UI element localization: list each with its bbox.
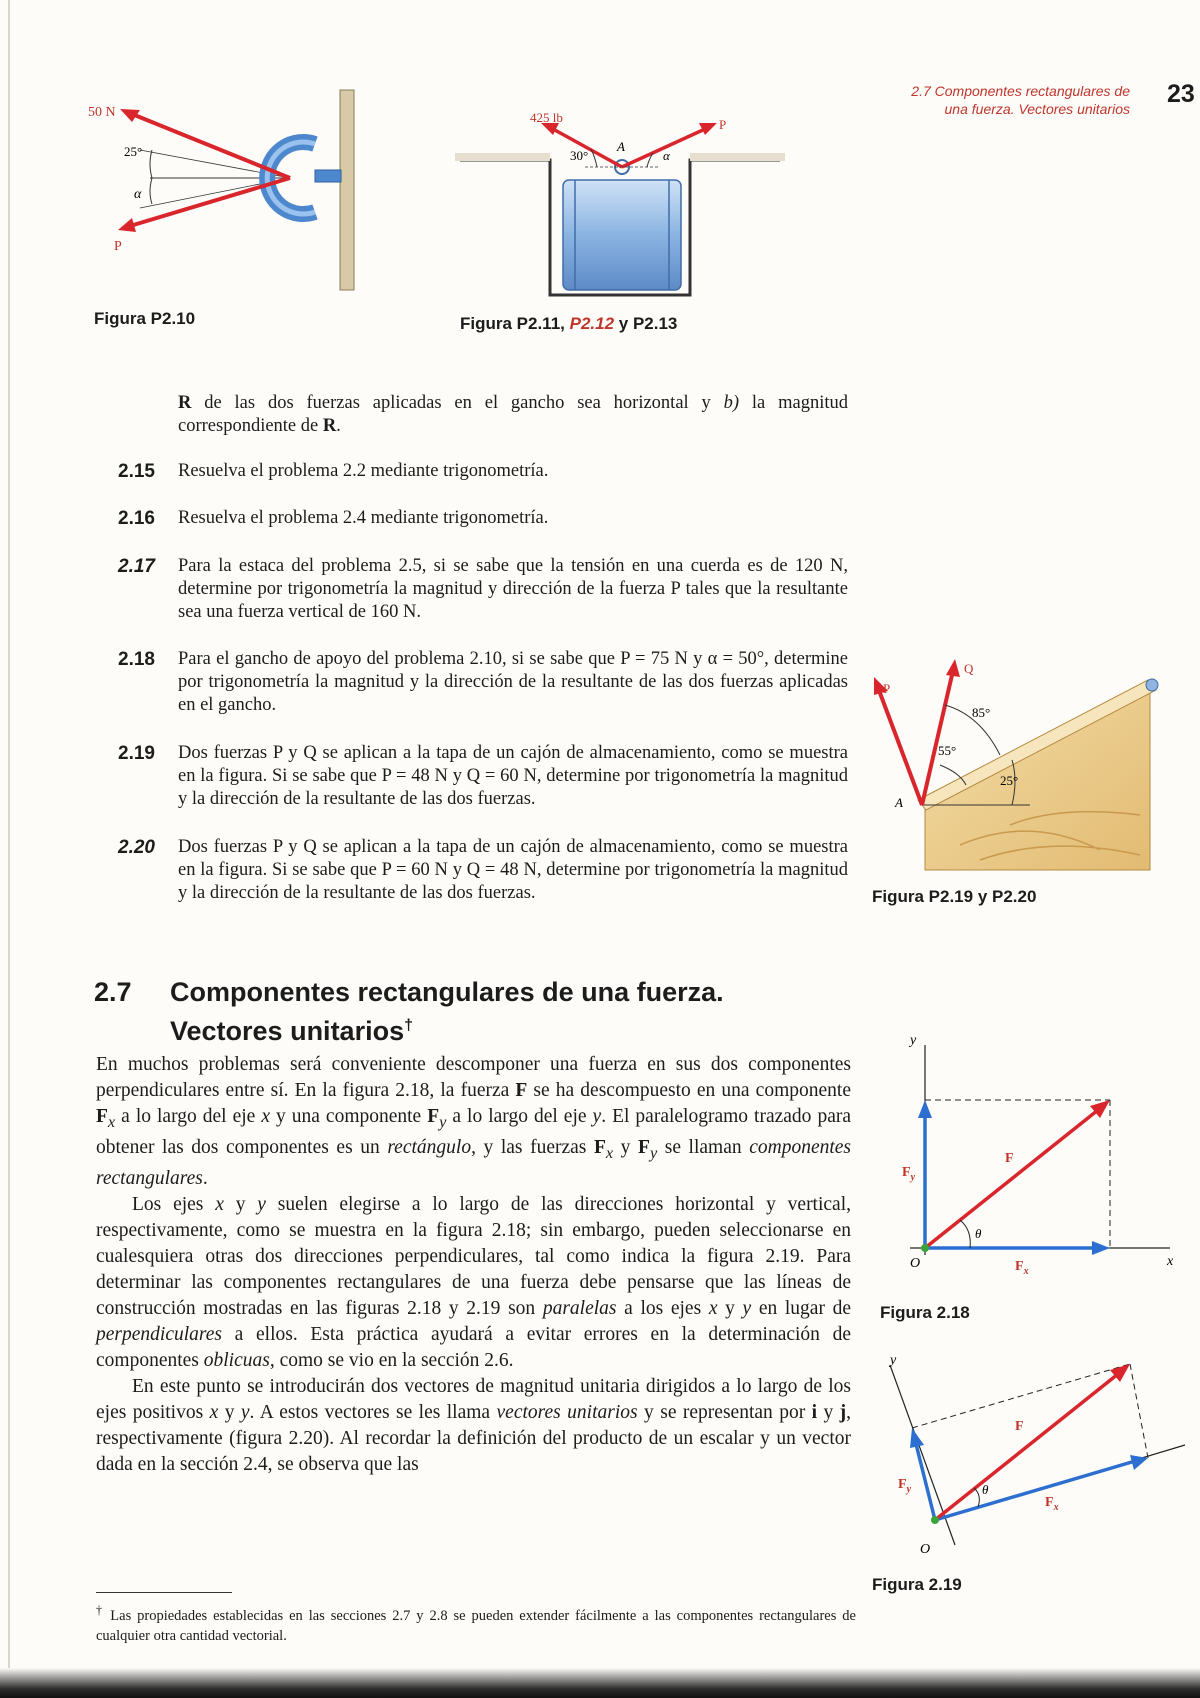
label-85: 85° xyxy=(972,705,991,720)
caption-p2-11-a: Figura P2.11, xyxy=(460,314,570,333)
p3-vector-j: j xyxy=(839,1401,847,1423)
force-p-arrow xyxy=(130,178,290,226)
caption-p2-11 xyxy=(460,314,677,334)
problem-2-19 xyxy=(118,742,848,811)
origin-point xyxy=(931,1516,939,1524)
construction-line-right xyxy=(1130,1364,1148,1458)
angle-arc-alpha xyxy=(150,178,152,204)
origin-point xyxy=(921,1244,929,1252)
force-50n-arrow xyxy=(132,114,290,178)
label-theta: θ xyxy=(982,1482,989,1497)
figure-p2-11 xyxy=(455,105,785,305)
figure-2-18 xyxy=(880,1030,1180,1277)
label-55: 55° xyxy=(938,743,957,758)
label-y: y xyxy=(890,1353,897,1368)
p1-axis-y: y xyxy=(592,1106,602,1127)
p3-text-b: y xyxy=(218,1401,241,1423)
problem-text: Resuelva el problema 2.4 mediante trigonometría. xyxy=(178,508,549,528)
scan-bottom-edge xyxy=(0,1668,1200,1698)
running-head xyxy=(790,82,1130,118)
p2-oblicuas: oblicuas xyxy=(203,1349,270,1371)
p1-sub-x: x xyxy=(107,1112,116,1131)
paragraph-1 xyxy=(96,1052,851,1192)
running-head-line1: 2.7 Componentes rectangulares de xyxy=(911,83,1130,99)
p2-axis-y2: y xyxy=(742,1297,752,1319)
p1-vector-fy2: F xyxy=(638,1136,650,1158)
p2-perpendiculares: perpendiculares xyxy=(96,1323,222,1345)
p2-text-g: a ellos. Esta práctica ayudará a evitar errores en la determinación de componentes xyxy=(96,1323,851,1371)
component-fy-arrowhead xyxy=(910,1428,924,1448)
p1-text-a: En muchos problemas será conveniente descomponer una fuerza en sus dos componentes perpendiculares entre sí. En la figura 2.18, la fuerza xyxy=(96,1054,851,1101)
problem-2-14-continuation xyxy=(178,392,848,438)
vector-r: R xyxy=(178,393,192,413)
problem-number: 2.19 xyxy=(118,743,155,764)
p1-vector-fy: F xyxy=(427,1106,440,1127)
label-425lb: 425 lb xyxy=(530,110,563,125)
label-p: P xyxy=(719,117,727,132)
caption-p2-10: Figura P2.10 xyxy=(94,309,196,328)
p1-text-i: se llaman xyxy=(657,1136,750,1158)
p1-text-e: a lo largo del eje xyxy=(446,1106,593,1127)
caption-2-19: Figura 2.19 xyxy=(872,1575,962,1594)
p1-sub-x2: x xyxy=(605,1143,614,1162)
label-x: x xyxy=(1167,1254,1174,1269)
vector-r-2: R xyxy=(322,416,337,436)
p1-sub-y: y xyxy=(439,1112,447,1131)
continuation-text-1: de las dos fuerzas aplicadas en el gancho sea horizontal y xyxy=(191,393,724,413)
p1-vector-f: F xyxy=(515,1080,528,1101)
hinge xyxy=(1146,679,1158,691)
label-f: F xyxy=(1005,1151,1014,1166)
label-f: F xyxy=(1015,1419,1024,1434)
label-fx-f: F xyxy=(1015,1259,1024,1274)
label-25: 25° xyxy=(124,144,143,159)
paragraph-2 xyxy=(96,1192,851,1374)
paragraph-3 xyxy=(96,1374,851,1478)
problem-2-20 xyxy=(118,836,848,905)
hook-shank xyxy=(315,170,341,182)
p3-axis-x: x xyxy=(209,1401,219,1423)
p1-text-j: . xyxy=(202,1167,208,1189)
p2-axis-x2: x xyxy=(708,1297,718,1319)
figure-2-19 xyxy=(880,1353,1190,1570)
p1-sub-y2: y xyxy=(649,1143,658,1162)
angle-arc-theta xyxy=(974,1488,979,1507)
p3-axis-y: y xyxy=(240,1401,250,1423)
caption-p2-13: y P2.13 xyxy=(614,314,678,333)
label-o: O xyxy=(910,1256,921,1271)
p2-text-a: Los ejes xyxy=(132,1193,216,1215)
problem-2-15 xyxy=(118,460,848,483)
p1-text-d: y una componente xyxy=(269,1106,428,1127)
problem-number: 2.16 xyxy=(118,508,155,529)
p3-vector-i: i xyxy=(811,1401,818,1423)
footnote-dagger: † xyxy=(96,1603,105,1617)
force-q-arrowhead xyxy=(946,659,960,677)
p3-text-d: y se representan por xyxy=(637,1401,812,1423)
footnote-mark: † xyxy=(404,1017,413,1034)
force-f-arrow xyxy=(925,1110,1098,1248)
ground-right xyxy=(690,153,785,161)
label-fy-f: F xyxy=(902,1165,911,1180)
p2-axis-x: x xyxy=(215,1193,224,1215)
force-f-arrow xyxy=(935,1374,1118,1520)
label-theta: θ xyxy=(975,1226,982,1241)
problem-2-18 xyxy=(118,648,848,717)
running-head-line2: una fuerza. Vectores unitarios xyxy=(944,101,1130,117)
label-fy xyxy=(902,1165,916,1183)
p1-axis-x: x xyxy=(261,1106,270,1127)
p2-text-f: en lugar de xyxy=(751,1297,851,1319)
figure-p2-10 xyxy=(90,90,410,290)
p2-text-h: , como se vio en la sección 2.6. xyxy=(269,1349,514,1371)
p2-axis-y: y xyxy=(257,1193,266,1215)
force-p-arrowhead xyxy=(118,218,136,232)
label-30: 30° xyxy=(570,148,589,163)
label-alpha: α xyxy=(134,187,142,202)
p1-text-h: y xyxy=(613,1136,639,1158)
problem-number: 2.17 xyxy=(118,556,155,577)
problem-text: Dos fuerzas P y Q se aplican a la tapa de un cajón de almacenamiento, como se muestra en la figura. Si se sabe que P = 48 N y Q = 60 N, determine por trigonometría la magnitud y la dirección de la resultante de las dos fuerzas. xyxy=(178,743,848,809)
problem-2-16 xyxy=(118,507,848,530)
label-a: A xyxy=(617,139,625,154)
body-text xyxy=(96,1052,851,1478)
ground-left xyxy=(455,153,550,161)
p1-text-b: se ha descompuesto en una componente xyxy=(527,1080,851,1101)
label-fx-sub: x xyxy=(1053,1502,1059,1513)
section-heading xyxy=(94,975,724,1048)
p1-text-c: a lo largo del eje xyxy=(115,1106,262,1127)
label-alpha: α xyxy=(663,148,670,163)
footnote-text: Las propiedades establecidas en las secciones 2.7 y 2.8 se pueden extender fácilmente a las componentes rectangulares de cualquier otra cantidad vectorial. xyxy=(96,1607,856,1644)
label-fy xyxy=(898,1477,912,1495)
p3-text-a: En este punto se introducirán dos vectores de magnitud unitaria dirigidos a lo largo de los ejes positivos xyxy=(96,1375,851,1423)
problem-text: Para el gancho de apoyo del problema 2.10, si se sabe que P = 75 N y α = 50°, determine por trigonometría la magnitud y la dirección de la resultante de las dos fuerzas aplicadas en el gancho. xyxy=(178,649,848,715)
caption-2-18: Figura 2.18 xyxy=(880,1303,970,1322)
problem-number: 2.18 xyxy=(118,649,155,670)
footnote xyxy=(96,1600,856,1646)
angle-arc-theta xyxy=(960,1220,970,1248)
continuation-text-3: . xyxy=(336,416,341,436)
label-fx-f: F xyxy=(1045,1495,1054,1510)
component-fy-arrowhead xyxy=(918,1100,932,1118)
problem-text: Para la estaca del problema 2.5, si se sabe que la tensión en una cuerda es de 120 N, determine por trigonometría la magnitud y dirección de la fuerza P tales que la resultante sea una fuerza vertical de 160 N. xyxy=(178,556,848,622)
page-number: 23 xyxy=(1167,80,1195,108)
section-number: 2.7 xyxy=(94,977,132,1007)
p2-text-c: suelen elegirse a lo largo de las direcciones horizontal y vertical, respectivamente, como se muestra en la figura 2.18; sin embargo, pueden seleccionarse en cualesquiera otras dos direcciones perpendiculares, tal como indica la figura 2.19. Para determinar las componentes rectangulares de una fuerza debe pensarse que las líneas de construcción mostradas en las figuras 2.18 y 2.19 son xyxy=(96,1193,851,1319)
section-title-text: Vectores unitarios xyxy=(170,1016,405,1046)
label-y: y xyxy=(910,1033,917,1048)
label-p: P xyxy=(114,239,122,254)
caption-p2-19: Figura P2.19 y P2.20 xyxy=(872,887,1037,906)
p1-vector-fx: F xyxy=(96,1106,108,1127)
problem-2-17 xyxy=(118,555,848,624)
p3-vectores-unitarios: vectores unitarios xyxy=(496,1401,638,1423)
p3-text-e: y xyxy=(817,1401,840,1423)
p1-text-f: . El paralelogramo trazado para obtener las dos componentes es un xyxy=(96,1106,851,1158)
label-50n: 50 N xyxy=(88,105,116,120)
page-gutter-shadow xyxy=(8,0,10,1698)
drum xyxy=(563,180,681,290)
problem-number: 2.20 xyxy=(118,837,155,858)
label-fy-sub: y xyxy=(910,1172,916,1183)
p2-text-d: a los ejes xyxy=(616,1297,709,1319)
label-p: P xyxy=(883,681,891,696)
wall xyxy=(340,90,354,290)
angle-arc-25 xyxy=(150,150,152,178)
p2-paralelas: paralelas xyxy=(542,1297,617,1319)
footnote-rule xyxy=(96,1592,232,1593)
caption-p2-12: P2.12 xyxy=(569,314,615,333)
problem-text: Resuelva el problema 2.2 mediante trigonometría. xyxy=(178,461,549,481)
continuation-b: b) xyxy=(723,393,740,413)
p2-text-e: y xyxy=(717,1297,743,1319)
label-o: O xyxy=(920,1542,931,1557)
label-fx xyxy=(1015,1259,1029,1277)
label-fx-sub: x xyxy=(1023,1266,1029,1277)
label-fx xyxy=(1045,1495,1059,1513)
p1-text-g: , y las fuerzas xyxy=(471,1136,594,1158)
continuation-text-2: la magnitud correspondiente de xyxy=(178,393,848,436)
section-title-line2 xyxy=(170,1009,724,1048)
problem-text: Dos fuerzas P y Q se aplican a la tapa de un cajón de almacenamiento, como se muestra en la figura. Si se sabe que P = 60 N y Q = 48 N, determine por trigonometría la magnitud y la dirección de la resultante de las dos fuerzas. xyxy=(178,837,848,903)
p1-componentes: componentes rectangulares xyxy=(96,1136,852,1189)
component-fx-arrowhead xyxy=(1092,1241,1110,1255)
label-a: A xyxy=(895,795,903,810)
p2-text-b: y xyxy=(223,1193,258,1215)
label-q: Q xyxy=(964,661,974,676)
problem-number: 2.15 xyxy=(118,461,155,482)
label-25: 25° xyxy=(1000,773,1019,788)
p3-text-c: . A estos vectores se les llama xyxy=(249,1401,497,1423)
label-fy-f: F xyxy=(898,1477,907,1492)
p3-text-f: , respectivamente (figura 2.20). Al recordar la definición del producto de un escalar y un vector dada en la sección 2.4, se observa que las xyxy=(96,1401,852,1475)
force-p-arrow xyxy=(880,693,922,805)
p1-rectangulo: rectángulo xyxy=(387,1136,472,1158)
figure-p2-19 xyxy=(860,645,1160,885)
label-fy-sub: y xyxy=(906,1484,912,1495)
component-fx-arrow xyxy=(935,1462,1132,1520)
p1-vector-fx2: F xyxy=(593,1136,606,1158)
section-title-line1: Componentes rectangulares de una fuerza. xyxy=(170,977,724,1007)
